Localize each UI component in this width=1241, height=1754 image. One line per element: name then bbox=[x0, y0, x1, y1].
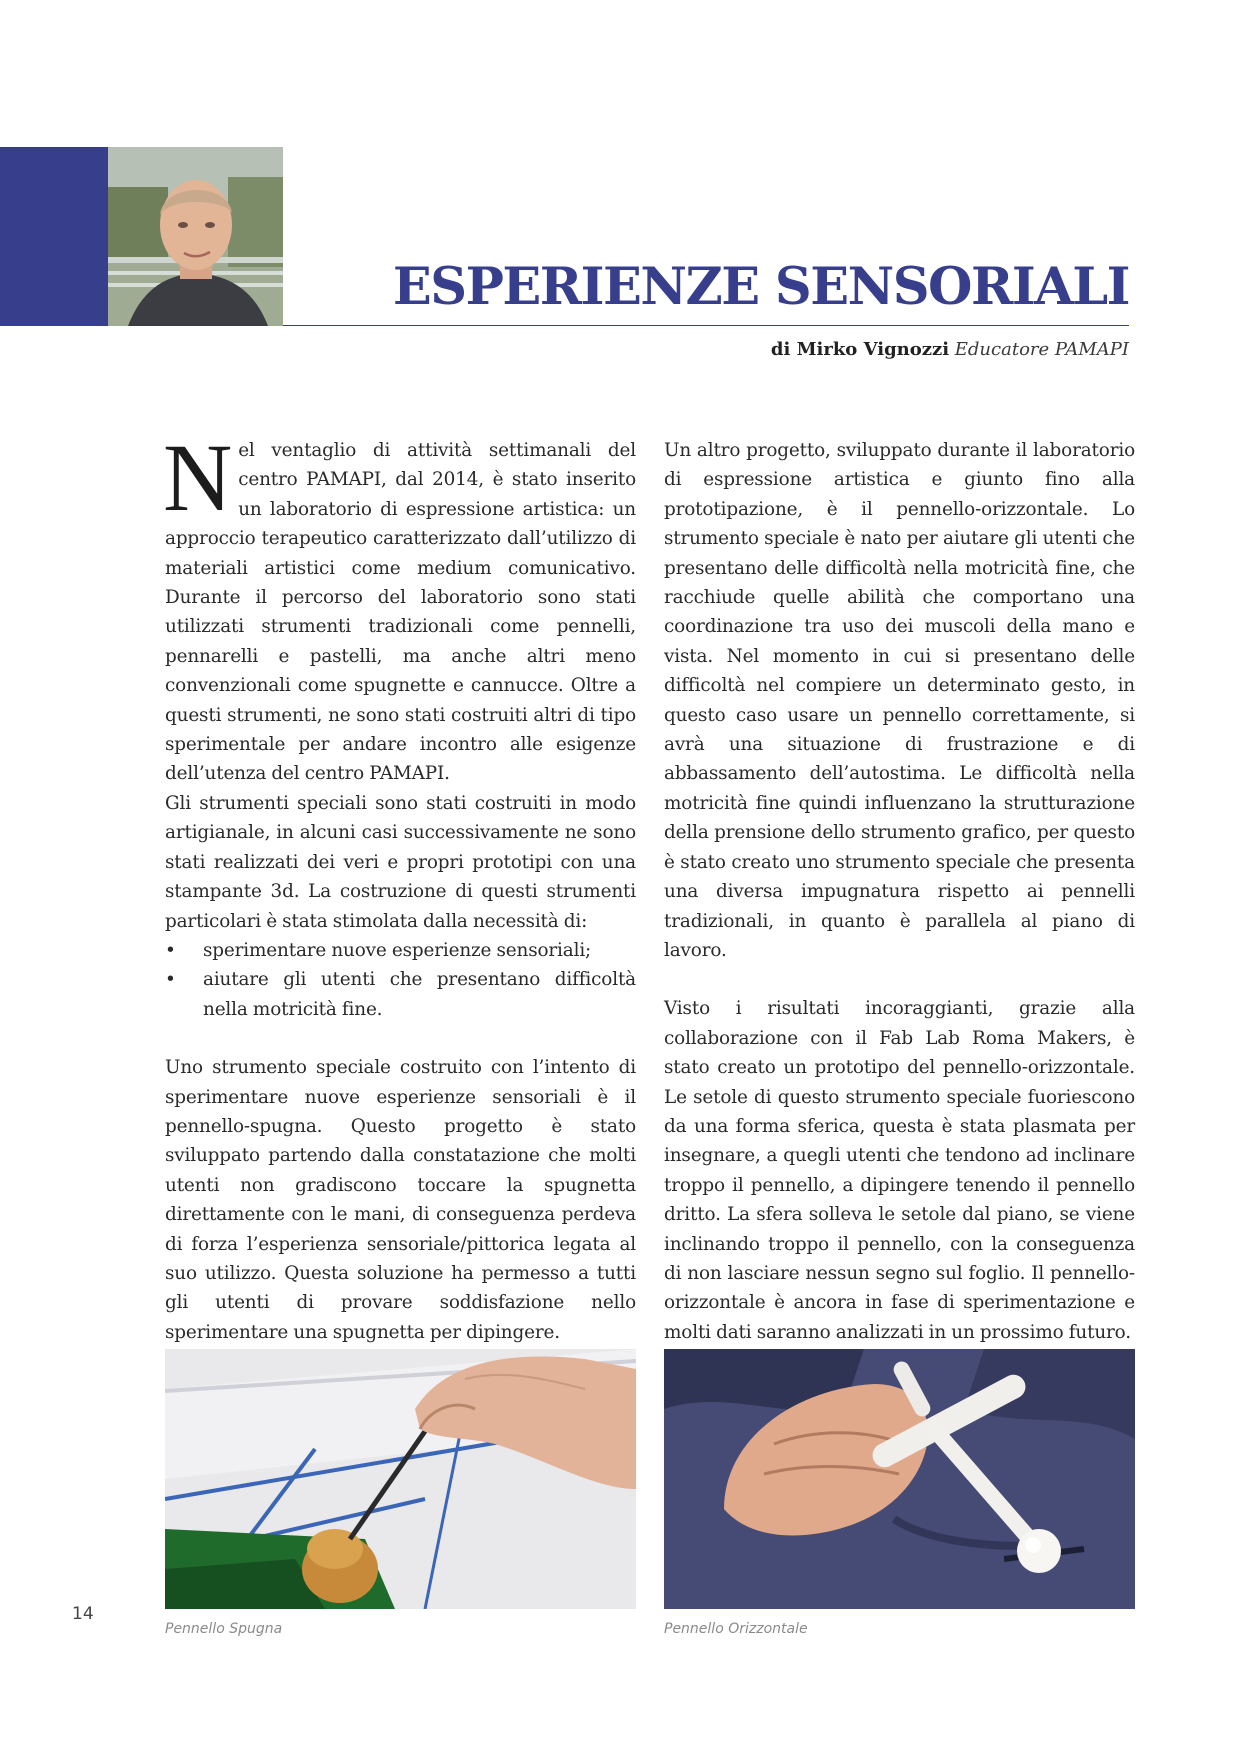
right-column bbox=[664, 436, 1135, 1347]
photo-pennello-spugna bbox=[165, 1349, 636, 1609]
author-role: Educatore PAMAPI bbox=[954, 339, 1129, 360]
page-number: 14 bbox=[72, 1604, 94, 1624]
byline-prefix: di bbox=[770, 339, 797, 360]
paragraph: Gli strumenti speciali sono stati costruiti in modo artigianale, in alcuni casi successivamente ne sono stati realizzati dei veri e propri prototipi con una stampante 3d. La costruzione di questi strumenti particolari è stata stimolata dalla necessità di: bbox=[165, 792, 636, 932]
author-name: Mirko Vignozzi bbox=[796, 339, 950, 360]
list-item bbox=[165, 965, 636, 1024]
title-underline bbox=[283, 325, 1129, 326]
bullet-list bbox=[165, 936, 636, 1024]
caption-pennello-spugna: Pennello Spugna bbox=[165, 1621, 283, 1637]
header-color-band bbox=[0, 147, 108, 326]
photo-pennello-orizzontale bbox=[664, 1349, 1135, 1609]
paragraph bbox=[163, 424, 636, 789]
list-item-text: sperimentare nuove esperienze sensoriali; bbox=[203, 939, 592, 961]
bullet-icon: • bbox=[165, 939, 176, 961]
caption-pennello-orizzontale: Pennello Orizzontale bbox=[664, 1621, 808, 1637]
bullet-icon: • bbox=[165, 969, 176, 991]
paragraph: Visto i risultati incoraggianti, grazie alla collaborazione con il Fab Lab Roma Makers, è stato creato un prototipo del pennello-orizzontale. Le setole di questo strumento speciale fuoriescono da una forma sferica, questa è stata plasmata per insegnare, a quegli utenti che tendono ad inclinare troppo il pennello, a dipingere tenendo il pennello dritto. La sfera solleva le setole dal piano, se viene inclinando troppo il pennello, con la conseguenza di non lasciare nessun segno sul foglio. Il pennello-orizzontale è ancora in fase di sperimentazione e molti dati saranno analizzati in un prossimo futuro. bbox=[664, 998, 1135, 1343]
paragraph-gap bbox=[664, 965, 1135, 994]
author-portrait bbox=[108, 147, 283, 326]
list-item-text: aiutare gli utenti che presentano difficoltà nella motricità fine. bbox=[203, 969, 636, 1020]
paragraph: Uno strumento speciale costruito con l’intento di sperimentare nuove esperienze sensoriali è il pennello-spugna. Questo progetto è stato sviluppato partendo dalla constatazione che molti utenti non gradiscono toccare la spugnetta direttamente con le mani, di conseguenza perdeva di forza l’esperienza sensoriale/pittorica legata al suo utilizzo. Questa soluzione ha permesso a tutti gli utenti di provare soddisfazione nello sperimentare una spugnetta per dipingere. bbox=[165, 1057, 636, 1343]
dropcap: N bbox=[163, 424, 233, 531]
article-title: ESPERIENZE SENSORIALI bbox=[392, 257, 1129, 317]
paragraph: Un altro progetto, sviluppato durante il laboratorio di espressione artistica e giunto fino alla prototipazione, è il pennello-orizzontale. Lo strumento speciale è nato per aiutare gli utenti che presentano delle difficoltà nella motricità fine, che racchiude quelle abilità che comportano una coordinazione tra uso dei muscoli della mano e vista. Nel momento in cui si presentano delle difficoltà nel compiere un determinato gesto, in questo caso usare un pennello correttamente, si avrà una situazione di frustrazione e di abbassamento dell’autostima. Le difficoltà nella motricità fine quindi influenzano la strutturazione della prensione dello strumento grafico, per questo è stato creato uno strumento speciale che presenta una diversa impugnatura rispetto ai pennelli tradizionali, in quanto è parallela al piano di lavoro. bbox=[664, 440, 1135, 961]
byline bbox=[771, 338, 1129, 362]
paragraph-text: el ventaglio di attività settimanali del centro PAMAPI, dal 2014, è stato inserito un laboratorio di espressione artistica: un approccio terapeutico caratterizzato dall’utilizzo di materiali artistici come medium comunicativo. Durante il percorso del laboratorio sono stati utilizzati strumenti tradizionali come pennelli, pennarelli e pastelli, ma anche altri meno convenzionali come spugnette e cannucce. Oltre a questi strumenti, ne sono stati costruiti altri di tipo sperimentale per andare incontro alle esigenze dell’utenza del centro PAMAPI. bbox=[165, 440, 636, 785]
left-column bbox=[163, 424, 636, 1347]
byline-author bbox=[771, 339, 949, 360]
paragraph-gap bbox=[165, 1024, 636, 1053]
list-item bbox=[165, 936, 636, 965]
